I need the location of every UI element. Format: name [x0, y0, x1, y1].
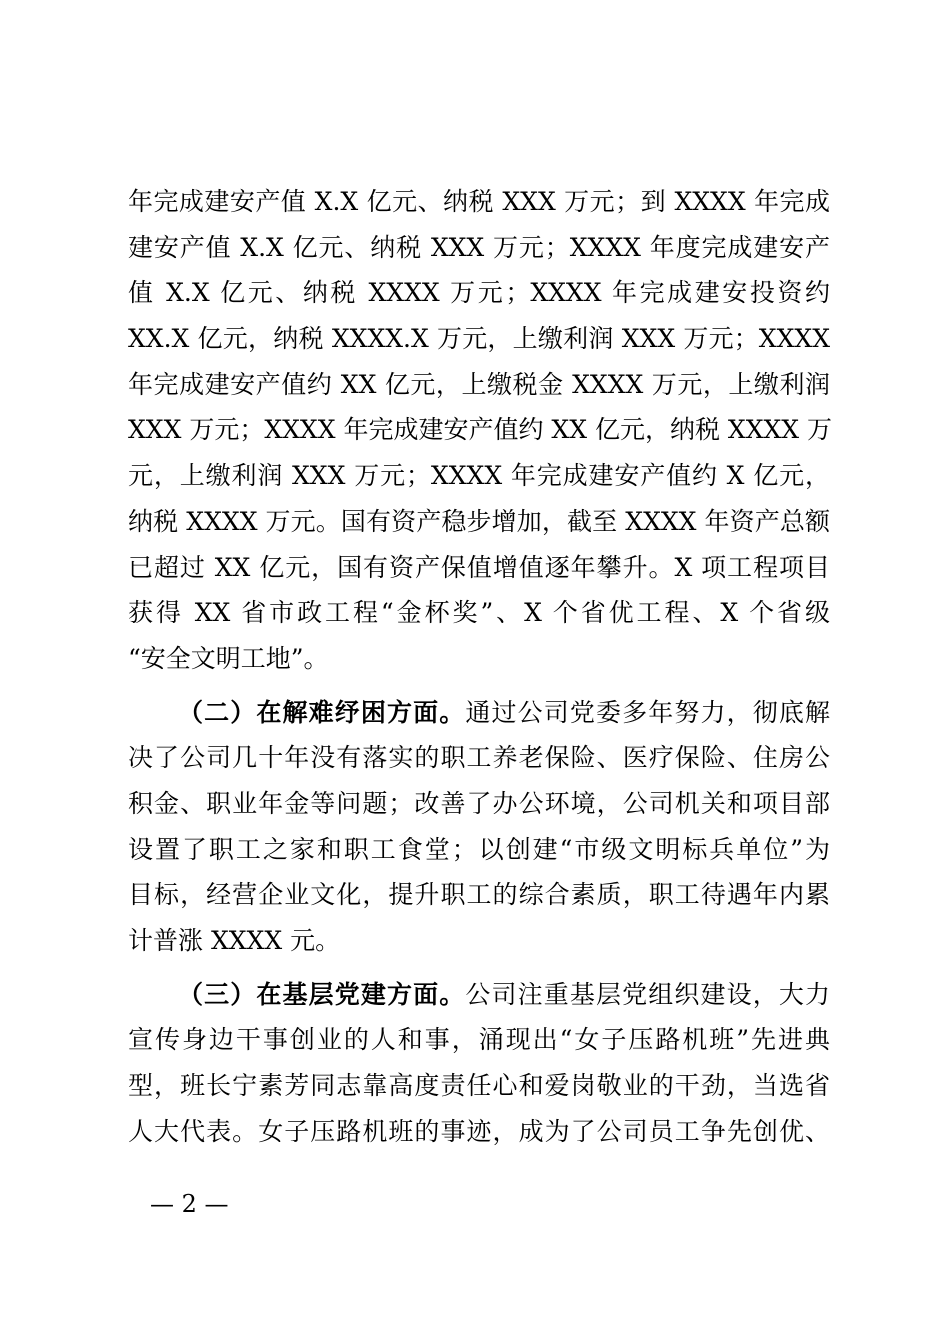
document-body — [128, 179, 833, 1154]
text-line: 宣传身边干事创业的人和事，涌现出“女子压路机班”先进典 — [128, 1025, 830, 1055]
text-run: 通过公司党委多年努力，彻底解 — [465, 697, 830, 727]
text-line: “安全文明工地”。 — [128, 643, 329, 673]
page-number: — 2 — — [150, 1190, 229, 1218]
paragraph-spacer — [128, 964, 830, 972]
text-line: XX.X 亿元，纳税 XXXX.X 万元，上缴利润 XXX 万元；XXXX — [128, 324, 830, 354]
text-line: 值 X.X 亿元、纳税 XXXX 万元；XXXX 年完成建安投资约 — [128, 278, 830, 308]
text-line: 人大代表。女子压路机班的事迹，成为了公司员工争先创优、 — [128, 1116, 830, 1146]
paragraph-party-building — [128, 972, 830, 1155]
text-line: 决了公司几十年没有落实的职工养老保险、医疗保险、住房公 — [128, 743, 830, 773]
text-line — [128, 690, 830, 736]
text-line: 目标，经营企业文化，提升职工的综合素质，职工待遇年内累 — [128, 880, 830, 910]
section-heading: （二）在解难纾困方面。 — [178, 697, 466, 727]
paragraph-relief — [128, 690, 830, 964]
paragraph-spacer — [128, 682, 830, 690]
section-heading: （三）在基层党建方面。 — [178, 979, 466, 1009]
text-line: XXX 万元；XXXX 年完成建安产值约 XX 亿元，纳税 XXXX 万 — [128, 415, 833, 445]
text-line: 获得 XX 省市政工程“金杯奖”、X 个省优工程、X 个省级 — [128, 598, 830, 628]
text-line: 计普涨 XXXX 元。 — [128, 926, 341, 955]
text-line: 纳税 XXXX 万元。国有资产稳步增加，截至 XXXX 年资产总额 — [128, 506, 830, 536]
text-line: 元，上缴利润 XXX 万元；XXXX 年完成建安产值约 X 亿元， — [128, 461, 830, 491]
text-run: 公司注重基层党组织建设，大力 — [465, 979, 830, 1009]
paragraph-achievements — [128, 179, 833, 682]
text-line: 年完成建安产值约 XX 亿元，上缴税金 XXXX 万元，上缴利润 — [128, 369, 830, 399]
text-line — [128, 972, 830, 1018]
text-line: 型，班长宁素芳同志靠高度责任心和爱岗敬业的干劲，当选省 — [128, 1071, 830, 1101]
text-line: 已超过 XX 亿元，国有资产保值增值逐年攀升。X 项工程项目 — [128, 552, 830, 582]
text-line: 设置了职工之家和职工食堂；以创建“市级文明标兵单位”为 — [128, 834, 830, 864]
text-line: 建安产值 X.X 亿元、纳税 XXX 万元；XXXX 年度完成建安产 — [128, 232, 830, 262]
text-line: 积金、职业年金等问题；改善了办公环境，公司机关和项目部 — [128, 788, 830, 818]
text-line: 年完成建安产值 X.X 亿元、纳税 XXX 万元；到 XXXX 年完成 — [128, 187, 830, 216]
